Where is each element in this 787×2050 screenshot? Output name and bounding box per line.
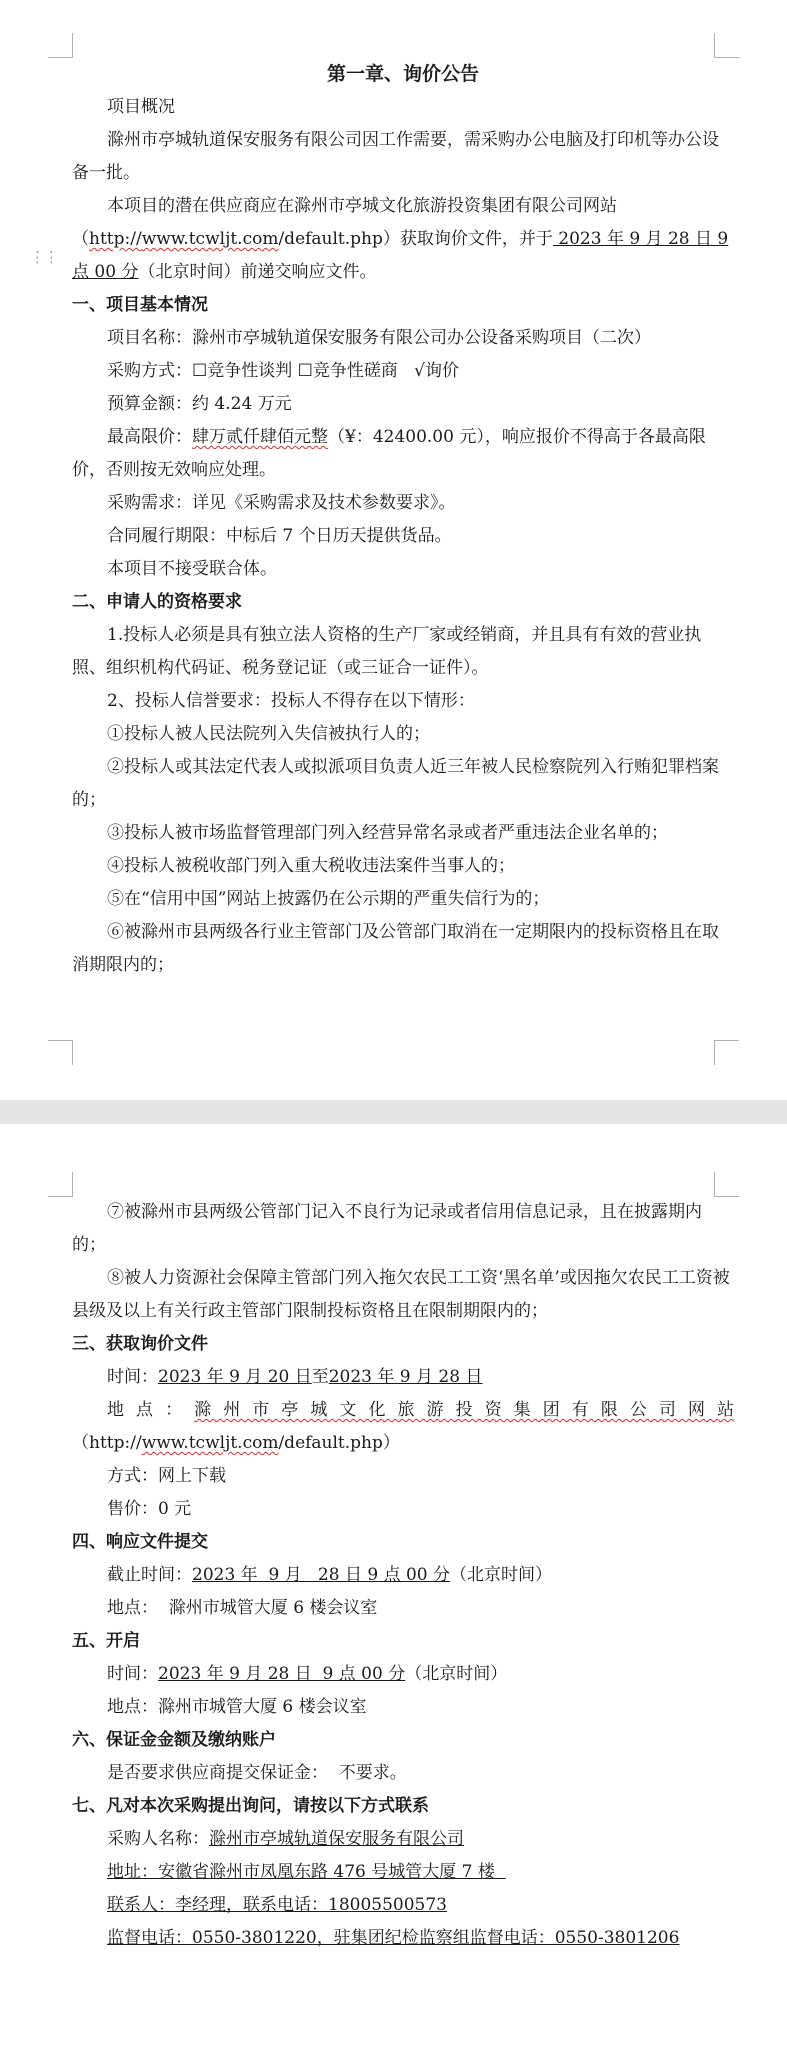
- section-3-heading: 三、获取询价文件: [72, 1334, 208, 1354]
- submission-place: 地点： 滁州市城管大厦 6 楼会议室: [107, 1598, 378, 1618]
- buyer-address: [72, 1856, 734, 1889]
- page-title: 第一章、询价公告: [326, 63, 479, 85]
- project-name: 项目名称：滁州市亭城轨道保安服务有限公司办公设备采购项目（二次）: [107, 328, 651, 348]
- supplier-text-3: （北京时间）前递交响应文件。: [138, 262, 377, 282]
- supplier-url[interactable]: http://: [89, 229, 142, 249]
- condition-item: ⑧被人力资源社会保障主管部门列入拖欠农民工工资‘黑名单’或因拖欠农民工工资被县级及以上有关行政主管部门限制投标资格且在限制期限内的；: [72, 1268, 730, 1321]
- section-2-heading: 二、申请人的资格要求: [72, 592, 242, 612]
- max-price-words: 肆万贰仟肆佰元整: [192, 427, 328, 447]
- opening-time-value: 2023 年 9 月 28 日 9 点 00 分: [158, 1664, 406, 1684]
- procurement-method-label: 采购方式：: [107, 361, 192, 381]
- acquisition-start-date: 2023 年 9 月 20 日: [158, 1367, 312, 1387]
- contact-person: [72, 1889, 734, 1922]
- max-price-label: 最高限价：: [107, 427, 192, 447]
- method-option-negotiation[interactable]: ☐竞争性谈判: [192, 361, 293, 381]
- document-page-2: [0, 1124, 787, 2050]
- section-6-heading: 六、保证金金额及缴纳账户: [72, 1730, 276, 1750]
- acquisition-mode: 方式：网上下载: [107, 1466, 226, 1486]
- page-2-body: [72, 1196, 734, 1955]
- buyer-name-value: 滁州市亭城轨道保安服务有限公司: [209, 1829, 464, 1849]
- supplier-paragraph: [72, 190, 734, 289]
- procurement-method: [72, 355, 734, 388]
- supplier-url-path: /default.php: [278, 229, 383, 249]
- section-4-heading: 四、响应文件提交: [72, 1532, 208, 1552]
- drag-handle-icon[interactable]: ⋮⋮: [30, 248, 58, 266]
- acquisition-url-path: /default.php）: [278, 1433, 400, 1453]
- page-corner-mark: [714, 1172, 739, 1197]
- buyer-name: [72, 1823, 734, 1856]
- overview-label: 项目概况: [107, 97, 175, 117]
- opening-time-timezone: （北京时间）: [405, 1664, 508, 1684]
- acquisition-url: [72, 1427, 734, 1460]
- page-corner-mark: [48, 1040, 73, 1065]
- supervision-phone: [72, 1922, 734, 1955]
- max-price-rest: （¥：42400.00 元），响应报价不得高于各最高限价，否则按无效响应处理。: [72, 427, 706, 480]
- section-1-heading: 一、项目基本情况: [72, 295, 208, 315]
- condition-item: ⑤在“信用中国”网站上披露仍在公示期的严重失信行为的；: [107, 889, 550, 909]
- section-7-heading: 七、凡对本次采购提出询问，请按以下方式联系: [72, 1796, 429, 1816]
- method-option-consultation[interactable]: ☐竞争性磋商: [297, 361, 398, 381]
- acquisition-place: [72, 1394, 734, 1427]
- submission-deadline-label: 截止时间：: [107, 1565, 192, 1585]
- overview-text: 滁州市亭城轨道保安服务有限公司因工作需要，需采购办公电脑及打印机等办公设备一批。: [72, 130, 719, 183]
- submission-deadline: [72, 1559, 734, 1592]
- contract-period: 合同履行期限：中标后 7 个日历天提供货品。: [107, 526, 452, 546]
- condition-item: ④投标人被税收部门列入重大税收违法案件当事人的；: [107, 856, 515, 876]
- page-corner-mark: [714, 1040, 739, 1065]
- acquisition-place-name: 滁州市亭城文化旅游投资集团有限公司网站: [194, 1400, 735, 1420]
- page-corner-mark: [714, 33, 739, 58]
- page-1-body: [72, 58, 734, 982]
- contact-person-value: 联系人：李经理，联系电话：18005500573: [107, 1895, 447, 1915]
- supplier-text-2: ）获取询价文件，并于: [382, 229, 553, 249]
- page-corner-mark: [48, 1172, 73, 1197]
- condition-item: ③投标人被市场监督管理部门列入经营异常名录或者严重违法企业名单的；: [107, 823, 668, 843]
- budget-amount: 预算金额：约 4.24 万元: [107, 394, 292, 414]
- supplier-text: 本项目的潜在供应商应在滁州市亭城文化旅游投资集团有限公司网站（: [72, 196, 617, 249]
- method-option-inquiry[interactable]: √询价: [414, 361, 459, 381]
- opening-time-label: 时间：: [107, 1664, 158, 1684]
- supplier-url-domain[interactable]: www.tcwljt.com: [141, 229, 279, 249]
- condition-item: ⑦被滁州市县两级公管部门记入不良行为记录或者信用信息记录，且在披露期内的；: [72, 1202, 702, 1255]
- qualification-item-2: 2、投标人信誉要求：投标人不得存在以下情形：: [107, 691, 475, 711]
- page-separator: [0, 1100, 787, 1124]
- condition-item: ⑥被滁州市县两级各行业主管部门及公管部门取消在一定期限内的投标资格且在取消期限内的；: [72, 922, 719, 975]
- opening-time: [72, 1658, 734, 1691]
- procurement-demand: 采购需求：详见《采购需求及技术参数要求》。: [107, 493, 456, 513]
- supervision-phone-value: 监督电话：0550-3801220，驻集团纪检监察组监督电话：0550-3801206: [107, 1928, 680, 1948]
- acquisition-time-label: 时间：: [107, 1367, 158, 1387]
- max-price: [72, 421, 734, 487]
- acquisition-end-date: 2023 年 9 月 28 日: [328, 1367, 483, 1387]
- buyer-address-value: 地址：安徽省滁州市凤凰东路 476 号城管大厦 7 楼: [107, 1862, 506, 1882]
- page-corner-mark: [48, 33, 73, 58]
- acquisition-time: [72, 1361, 734, 1394]
- qualification-item-1: 1.投标人必须是具有独立法人资格的生产厂家或经销商，并且具有有效的营业执照、组织机构代码证、税务登记证（或三证合一证件）。: [72, 625, 702, 678]
- section-5-heading: 五、开启: [72, 1631, 140, 1651]
- supplier-deadline: 2023 年 9 月 28 日 9 点 00 分: [72, 229, 729, 282]
- condition-item: ②投标人或其法定代表人或拟派项目负责人近三年被人民检察院列入行贿犯罪档案的；: [72, 757, 719, 810]
- submission-deadline-timezone: （北京时间）: [450, 1565, 553, 1585]
- submission-deadline-value: 2023 年 9 月 28 日 9 点 00 分: [192, 1565, 451, 1585]
- acquisition-price: 售价：0 元: [107, 1499, 192, 1519]
- opening-place: 地点：滁州市城管大厦 6 楼会议室: [107, 1697, 367, 1717]
- acquisition-url-domain[interactable]: www.tcwljt.com: [141, 1433, 279, 1453]
- consortium-note: 本项目不接受联合体。: [107, 559, 277, 579]
- acquisition-to: 至: [311, 1367, 329, 1387]
- deposit-requirement: 是否要求供应商提交保证金： 不要求。: [107, 1763, 407, 1783]
- acquisition-place-label: 地点：: [107, 1400, 195, 1420]
- buyer-name-label: 采购人名称：: [107, 1829, 209, 1849]
- condition-item: ①投标人被人民法院列入失信被执行人的；: [107, 724, 430, 744]
- acquisition-url-prefix[interactable]: （http://: [72, 1433, 142, 1453]
